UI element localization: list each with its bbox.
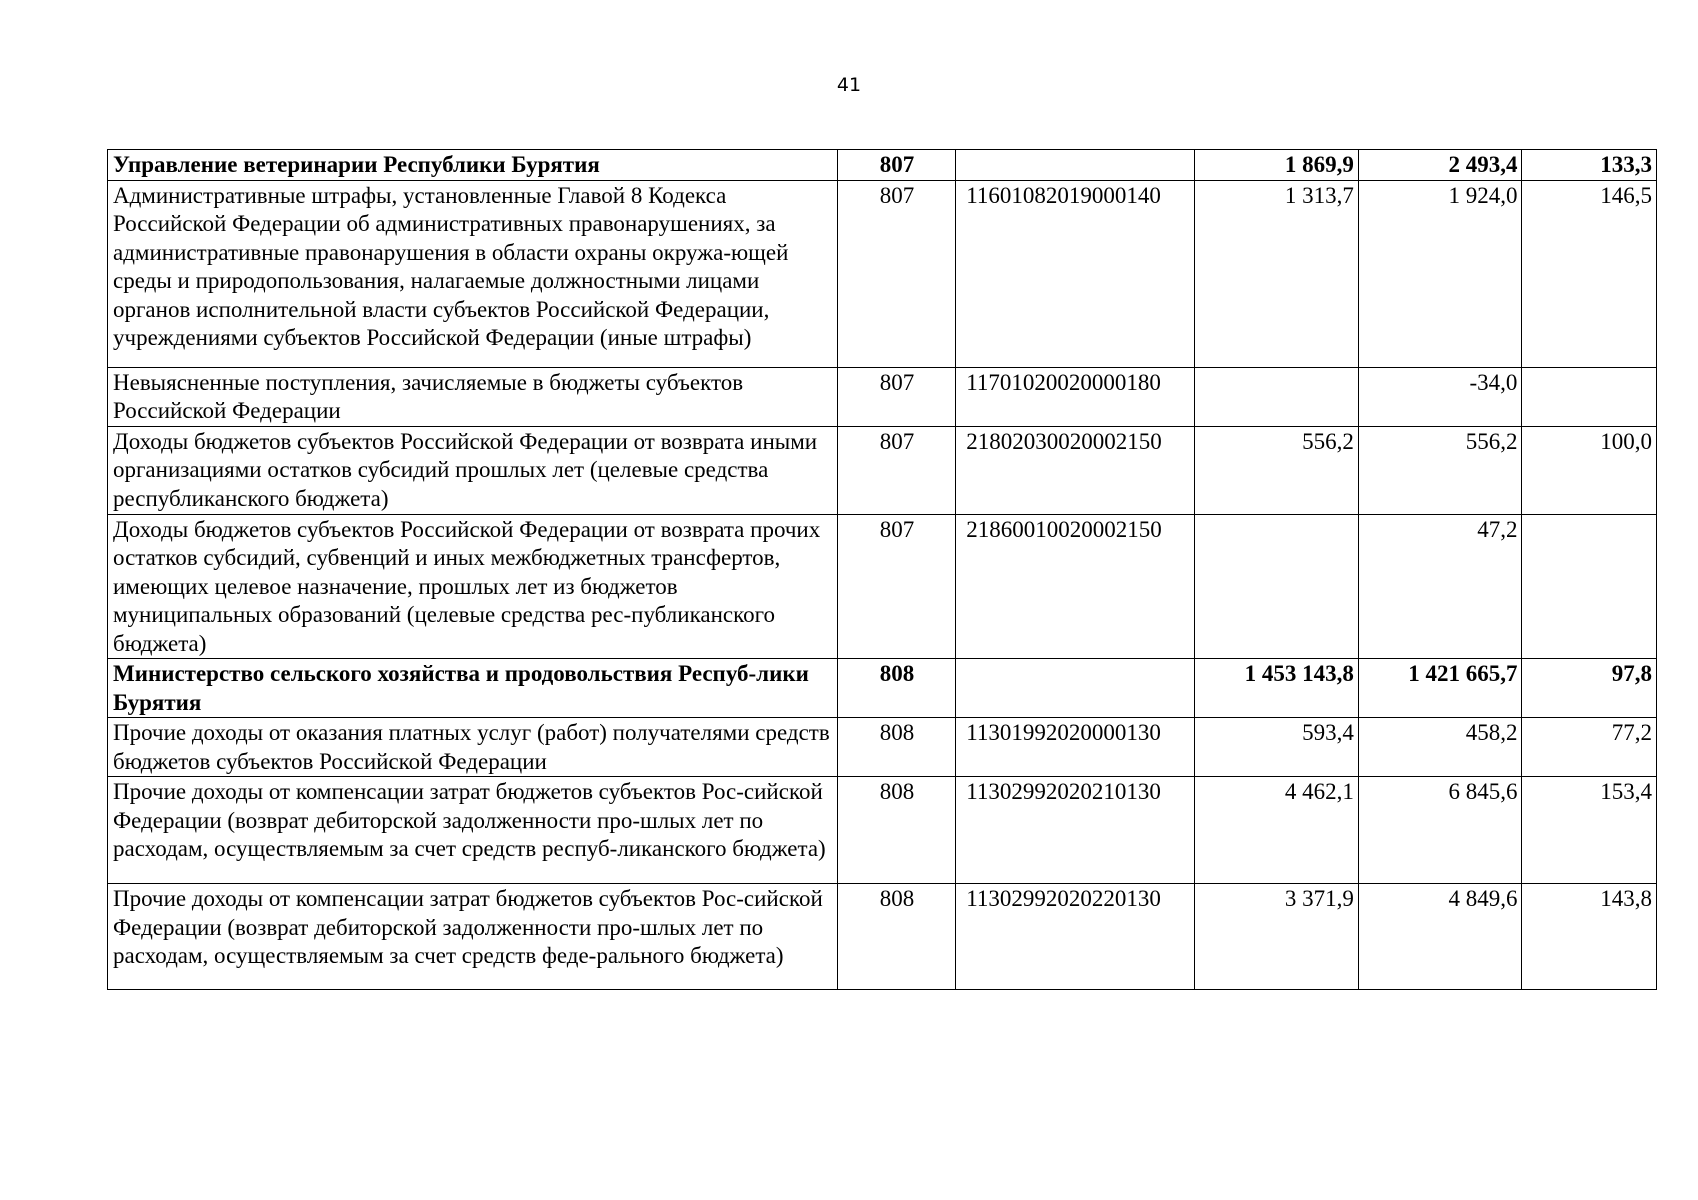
plan-value-cell: 1 869,9 [1195, 150, 1359, 181]
kbk-code-cell: 11302992020220130 [956, 884, 1195, 990]
table-row [108, 426, 1657, 514]
actual-value-cell: 1 924,0 [1358, 180, 1522, 367]
admin-code-cell: 807 [837, 150, 955, 181]
percent-cell: 100,0 [1522, 426, 1657, 514]
group-row [108, 659, 1657, 718]
percent-cell [1522, 514, 1657, 659]
row-name-cell: Административные штрафы, установленные Главой 8 Кодекса Российской Федерации об административных правонарушениях, за административные правонарушения в области охраны окружа-ющей среды и природопользования, налагаемые должностными лицами органов исполнительной власти субъектов Российской Федерации, учреждениями субъектов Российской Федерации (иные штрафы) [108, 180, 838, 367]
admin-code-cell: 807 [837, 514, 955, 659]
revenue-table [107, 149, 1657, 990]
row-name-cell: Доходы бюджетов субъектов Российской Федерации от возврата прочих остатков субсидий, субвенций и иных межбюджетных трансфертов, имеющих целевое назначение, прошлых лет из бюджетов муниципальных образований (целевые средства рес-публиканского бюджета) [108, 514, 838, 659]
page-number: 41 [836, 74, 862, 96]
table-row [108, 367, 1657, 426]
row-name-cell: Управление ветеринарии Республики Бурятия [108, 150, 838, 181]
percent-cell: 77,2 [1522, 718, 1657, 777]
kbk-code-cell: 11302992020210130 [956, 777, 1195, 884]
plan-value-cell [1195, 514, 1359, 659]
plan-value-cell: 593,4 [1195, 718, 1359, 777]
admin-code-cell: 808 [837, 659, 955, 718]
plan-value-cell: 1 313,7 [1195, 180, 1359, 367]
actual-value-cell: 458,2 [1358, 718, 1522, 777]
plan-value-cell: 4 462,1 [1195, 777, 1359, 884]
actual-value-cell: 2 493,4 [1358, 150, 1522, 181]
kbk-code-cell: 21802030020002150 [956, 426, 1195, 514]
percent-cell: 153,4 [1522, 777, 1657, 884]
percent-cell: 133,3 [1522, 150, 1657, 181]
percent-cell: 146,5 [1522, 180, 1657, 367]
group-row [108, 150, 1657, 181]
kbk-code-cell [956, 150, 1195, 181]
actual-value-cell: 47,2 [1358, 514, 1522, 659]
row-name-cell: Невыясненные поступления, зачисляемые в бюджеты субъектов Российской Федерации [108, 367, 838, 426]
kbk-code-cell: 21860010020002150 [956, 514, 1195, 659]
table-row [108, 180, 1657, 367]
percent-cell: 97,8 [1522, 659, 1657, 718]
plan-value-cell: 1 453 143,8 [1195, 659, 1359, 718]
kbk-code-cell: 11301992020000130 [956, 718, 1195, 777]
actual-value-cell: 6 845,6 [1358, 777, 1522, 884]
row-name-cell: Прочие доходы от компенсации затрат бюджетов субъектов Рос-сийской Федерации (возврат дебиторской задолженности про-шлых лет по расходам, осуществляемым за счет средств феде-рального бюджета) [108, 884, 838, 990]
kbk-code-cell: 11701020020000180 [956, 367, 1195, 426]
admin-code-cell: 808 [837, 777, 955, 884]
admin-code-cell: 807 [837, 367, 955, 426]
plan-value-cell [1195, 367, 1359, 426]
kbk-code-cell: 11601082019000140 [956, 180, 1195, 367]
admin-code-cell: 807 [837, 180, 955, 367]
percent-cell: 143,8 [1522, 884, 1657, 990]
row-name-cell: Прочие доходы от оказания платных услуг (работ) получателями средств бюджетов субъектов Российской Федерации [108, 718, 838, 777]
table-row [108, 718, 1657, 777]
actual-value-cell: 556,2 [1358, 426, 1522, 514]
revenue-table-body [108, 150, 1657, 990]
percent-cell [1522, 367, 1657, 426]
table-row [108, 514, 1657, 659]
admin-code-cell: 808 [837, 884, 955, 990]
table-row [108, 777, 1657, 884]
row-name-cell: Министерство сельского хозяйства и продовольствия Респуб-лики Бурятия [108, 659, 838, 718]
admin-code-cell: 808 [837, 718, 955, 777]
actual-value-cell: 1 421 665,7 [1358, 659, 1522, 718]
admin-code-cell: 807 [837, 426, 955, 514]
actual-value-cell: 4 849,6 [1358, 884, 1522, 990]
row-name-cell: Прочие доходы от компенсации затрат бюджетов субъектов Рос-сийской Федерации (возврат дебиторской задолженности про-шлых лет по расходам, осуществляемым за счет средств респуб-ликанского бюджета) [108, 777, 838, 884]
actual-value-cell: -34,0 [1358, 367, 1522, 426]
kbk-code-cell [956, 659, 1195, 718]
table-row [108, 884, 1657, 990]
row-name-cell: Доходы бюджетов субъектов Российской Федерации от возврата иными организациями остатков субсидий прошлых лет (целевые средства республиканского бюджета) [108, 426, 838, 514]
plan-value-cell: 556,2 [1195, 426, 1359, 514]
plan-value-cell: 3 371,9 [1195, 884, 1359, 990]
